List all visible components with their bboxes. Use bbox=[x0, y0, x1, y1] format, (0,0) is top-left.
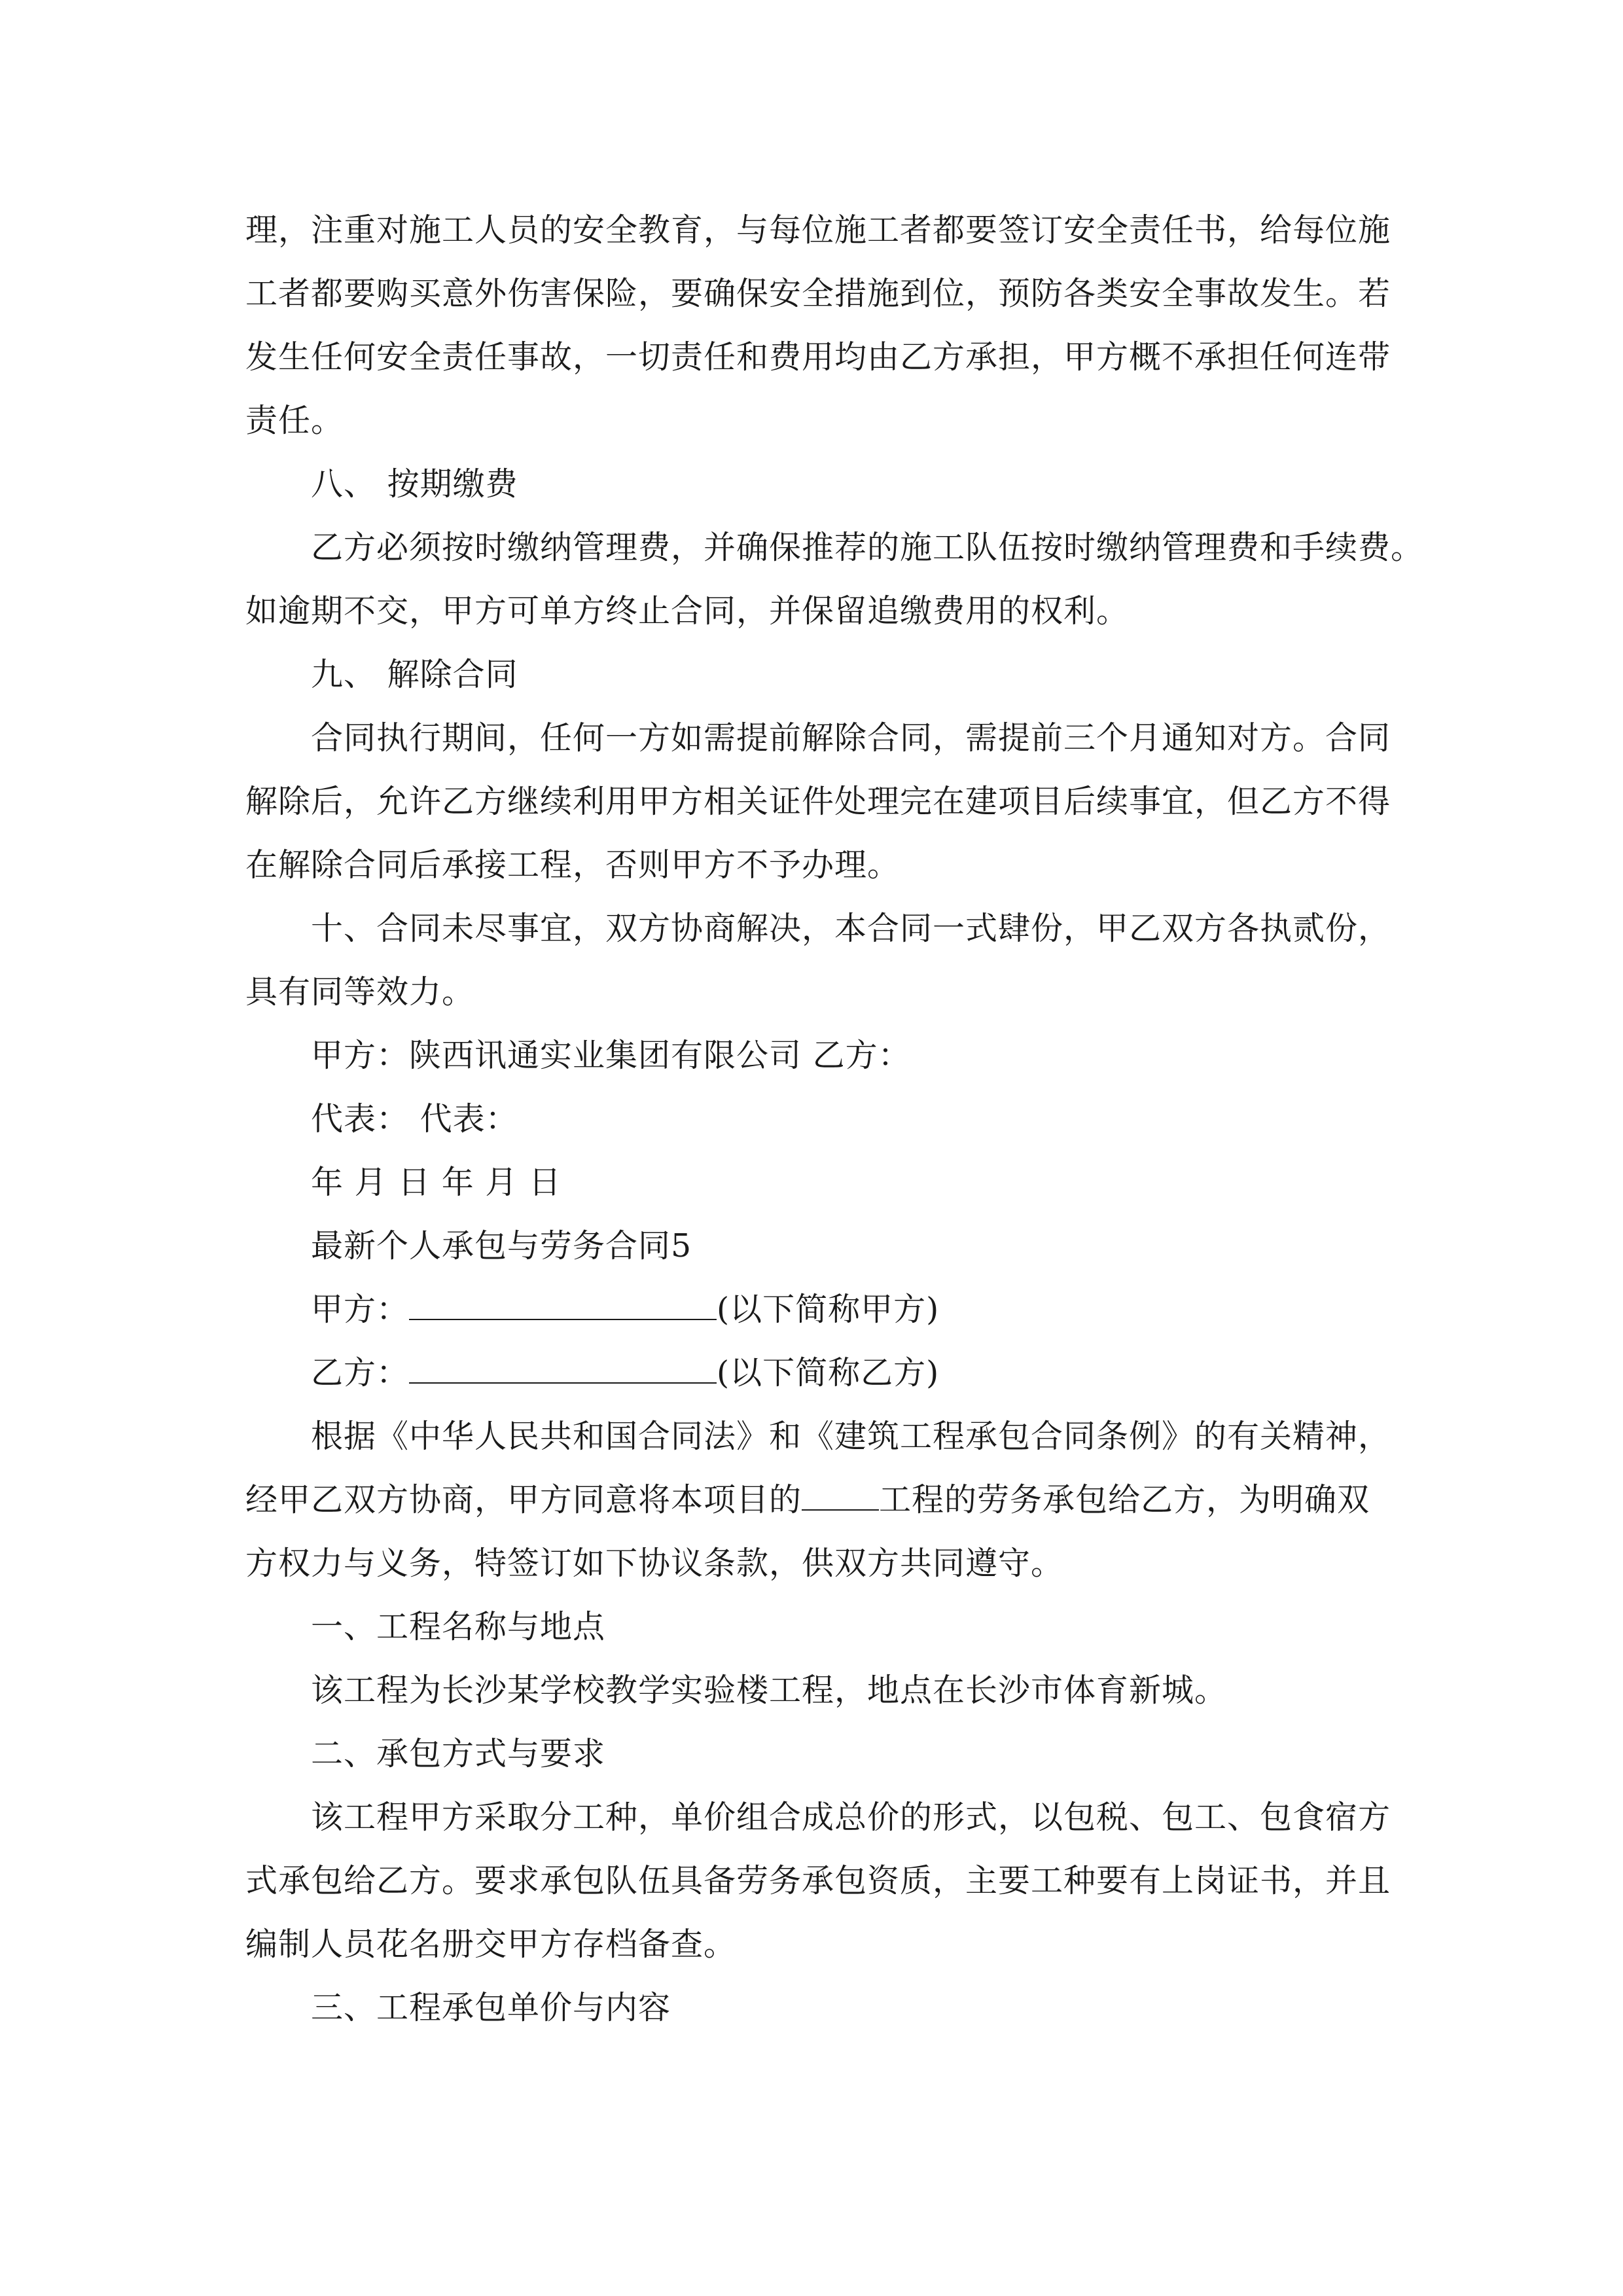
body-line: 如逾期不交，甲方可单方终止合同，并保留追缴费用的权利。 bbox=[245, 592, 1130, 630]
section-heading: 一、工程名称与地点 bbox=[311, 1608, 606, 1645]
body-line: 理，注重对施工人员的安全教育，与每位施工者都要签订安全责任书，给每位施 bbox=[245, 211, 1391, 249]
body-line: 该工程甲方采取分工种，单价组合成总价的形式，以包税、包工、包食宿方 bbox=[311, 1799, 1391, 1836]
body-line: 十、合同未尽事宜，双方协商解决，本合同一式肆份，甲乙双方各执贰份， bbox=[311, 910, 1391, 947]
body-line: 工者都要购买意外伤害保险，要确保安全措施到位，预防各类安全事故发生。若 bbox=[245, 275, 1391, 312]
party-b-label: 乙方： bbox=[311, 1354, 410, 1391]
body-line: 在解除合同后承接工程，否则甲方不予办理。 bbox=[245, 846, 901, 884]
signature-representatives-line: 代表： 代表： bbox=[311, 1100, 518, 1138]
body-line: 方权力与义务，特签订如下协议条款，供双方共同遵守。 bbox=[245, 1545, 1064, 1582]
party-b-line bbox=[311, 1352, 1384, 1394]
body-line-part: 经甲乙双方协商，甲方同意将本项目的 bbox=[245, 1481, 802, 1518]
body-line: 该工程为长沙某学校教学实验楼工程，地点在长沙市体育新城。 bbox=[311, 1672, 1228, 1709]
party-a-line bbox=[311, 1289, 1384, 1331]
body-line: 具有同等效力。 bbox=[245, 973, 475, 1011]
body-line: 解除后，允许乙方继续利用甲方相关证件处理完在建项目后续事宜，但乙方不得 bbox=[245, 783, 1391, 820]
body-line: 合同执行期间，任何一方如需提前解除合同，需提前三个月通知对方。合同 bbox=[311, 719, 1391, 757]
body-line: 根据《中华人民共和国合同法》和《建筑工程承包合同条例》的有关精神， bbox=[311, 1418, 1391, 1455]
body-line-part: 工程的劳务承包给乙方，为明确双 bbox=[879, 1481, 1370, 1518]
body-line: 发生任何安全责任事故，一切责任和费用均由乙方承担，甲方概不承担任何连带 bbox=[245, 338, 1391, 376]
section-heading: 八、 按期缴费 bbox=[311, 465, 518, 503]
body-line: 乙方必须按时缴纳管理费，并确保推荐的施工队伍按时缴纳管理费和手续费。 bbox=[311, 529, 1424, 566]
signature-date-line: 年 月 日 年 月 日 bbox=[311, 1164, 562, 1201]
party-b-blank bbox=[409, 1354, 717, 1384]
party-b-note: (以下简称乙方) bbox=[717, 1354, 940, 1391]
contract-title: 最新个人承包与劳务合同5 bbox=[311, 1227, 692, 1265]
section-heading: 三、工程承包单价与内容 bbox=[311, 1989, 671, 2026]
section-heading: 二、承包方式与要求 bbox=[311, 1735, 606, 1772]
body-line: 责任。 bbox=[245, 402, 344, 439]
party-a-note: (以下简称甲方) bbox=[717, 1291, 940, 1328]
party-a-label: 甲方： bbox=[311, 1291, 410, 1328]
body-line bbox=[245, 1479, 1384, 1521]
party-a-blank bbox=[409, 1290, 717, 1320]
body-line: 编制人员花名册交甲方存档备查。 bbox=[245, 1926, 737, 1963]
signature-parties-line: 甲方：陕西讯通实业集团有限公司 乙方： bbox=[311, 1037, 911, 1074]
body-line: 式承包给乙方。要求承包队伍具备劳务承包资质，主要工种要有上岗证书，并且 bbox=[245, 1862, 1391, 1899]
project-blank bbox=[802, 1480, 879, 1511]
section-heading: 九、 解除合同 bbox=[311, 656, 518, 693]
